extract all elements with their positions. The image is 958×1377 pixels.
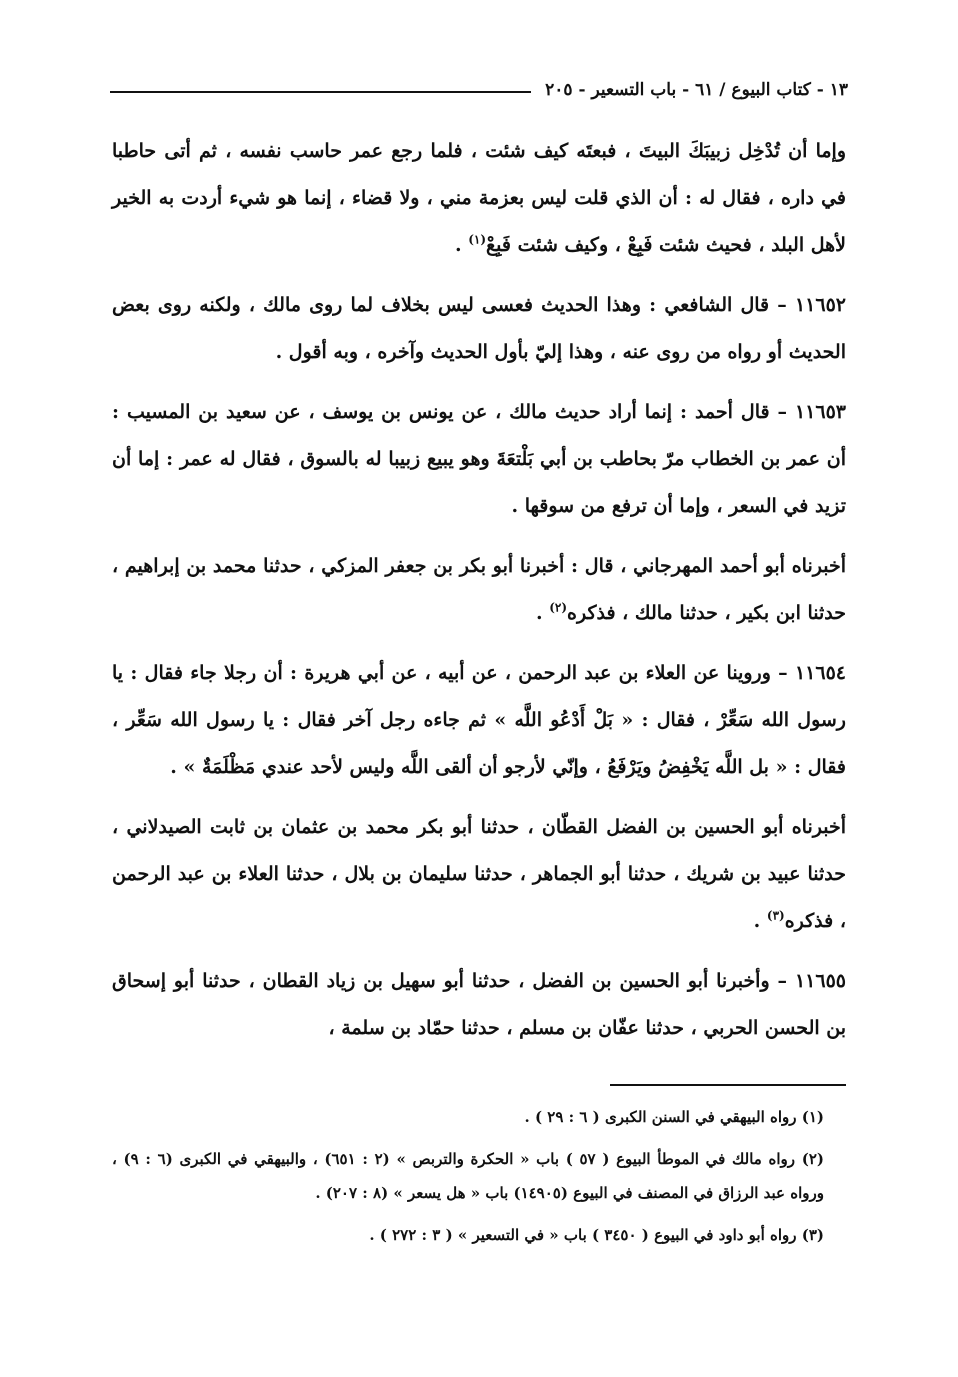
- header-rule: [110, 91, 531, 93]
- footnote: (٣) رواه أبو داود في البيوع ( ٣٤٥٠ ) باب « في التسعير » ( ٣ : ٢٧٢ ) .: [369, 1226, 824, 1244]
- paragraph-text: ١١٦٥٤ – وروينا عن العلاء بن عبد الرحمن ، عن أبيه ، عن أبي هريرة : أن رجلا جاء فقال : يا رسول الله سَعِّرْ ، فقال : « بَلْ أَدْعُو اللَّه » ثم جاءه رجل آخر فقال : يا رسول الله سَعِّر ، فقال : « بل اللَّه يَخْفِضُ ويَرْفَعُ ، وإنّي لأرجو أن ألقى اللَّه وليس لأحد عندي مَظْلَمَةٌ » .: [112, 662, 846, 778]
- running-title: ١٣ - كتاب البيوع / ٦١ - باب التسعير - ٢٠٥: [545, 80, 848, 100]
- paragraph-text: وإما أن تُدْخِل زبيبَكَ البيتَ ، فبعتَه كيف شئت ، فلما رجع عمر حاسب نفسه ، ثم أتى حاطبا في داره ، فقال له : أن الذي قلت ليس بعزمة مني ، ولا قضاء ، إنما هو شيء أردت به الخير لأهل البلد ، فحيث شئت فَبِعْ ، وكيف شئت فَبِعْ: [112, 140, 846, 256]
- paragraph-text: أخبرناه أبو أحمد المهرجاني ، قال : أخبرنا أبو بكر بن جعفر المزكي ، حدثنا محمد بن إبراهيم ، حدثنا ابن بكير ، حدثنا مالك ، فذكره: [112, 555, 846, 624]
- paragraph-text: ١١٦٥٢ – قال الشافعي : وهذا الحديث فعسى ليس بخلاف لما روى مالك ، ولكنه روى بعض الحديث أو رواه من روى عنه ، وهذا إليّ بأول الحديث وآخره ، وبه أقول .: [112, 294, 846, 363]
- footnote-reference: (١): [468, 232, 487, 247]
- footnote-separator: [610, 1084, 846, 1086]
- paragraph: [112, 282, 846, 376]
- footnote: (٢) رواه مالك في الموطأ البيوع ( ٥٧ ) باب « الحكرة والتربص » (٢ : ٦٥١) ، والبيهقي في الكبرى (٦ : ٩) ، ورواه عبد الرزاق في المصنف في البيوع (١٤٩٠٥) باب « هل يسعر » (٨ : ٢٠٧) .: [112, 1150, 825, 1202]
- paragraph-tail: .: [454, 234, 469, 256]
- paragraph: [112, 650, 846, 791]
- paragraph: [112, 389, 846, 530]
- footnote-reference: (٢): [549, 600, 568, 615]
- footnote-reference: (٣): [766, 908, 785, 923]
- paragraph-text: ١١٦٥٣ – قال أحمد : إنما أراد حديث مالك ، عن يونس بن يوسف ، عن سعيد بن المسيب : أن عمر بن الخطاب مرّ بحاطب بن أبي بَلْتعَةَ وهو يبيع زبيبا له بالسوق ، فقال له عمر : إما أن تزيد في السعر ، وإما أن ترفع من سوقها .: [112, 401, 846, 517]
- paragraph-text: ١١٦٥٥ – وأخبرنا أبو الحسين بن الفضل ، حدثنا أبو سهيل بن زياد القطان ، حدثنا أبو إسحاق بن الحسن الحربي ، حدثنا عفّان بن مسلم ، حدثنا حمّاد بن سلمة ،: [112, 970, 846, 1039]
- footnote: (١) رواه البيهقي في السنن الكبرى ( ٦ : ٢٩ ) .: [524, 1108, 824, 1126]
- paragraph: [112, 958, 846, 1052]
- paragraph: [112, 128, 846, 269]
- footnotes: [112, 1100, 846, 1260]
- running-header: [110, 72, 848, 108]
- paragraph: [112, 804, 846, 945]
- main-text: [112, 128, 846, 1065]
- paragraph-text: أخبرناه أبو الحسين بن الفضل القطّان ، حدثنا أبو بكر محمد بن عثمان بن ثابت الصيدلاني ، حدثنا عبيد بن شريك ، حدثنا أبو الجماهر ، حدثنا سليمان بن بلال ، حدثنا العلاء بن عبد الرحمن ، فذكره: [112, 816, 846, 932]
- paragraph-tail: .: [753, 910, 767, 932]
- paragraph-tail: .: [535, 602, 550, 624]
- paragraph: [112, 543, 846, 637]
